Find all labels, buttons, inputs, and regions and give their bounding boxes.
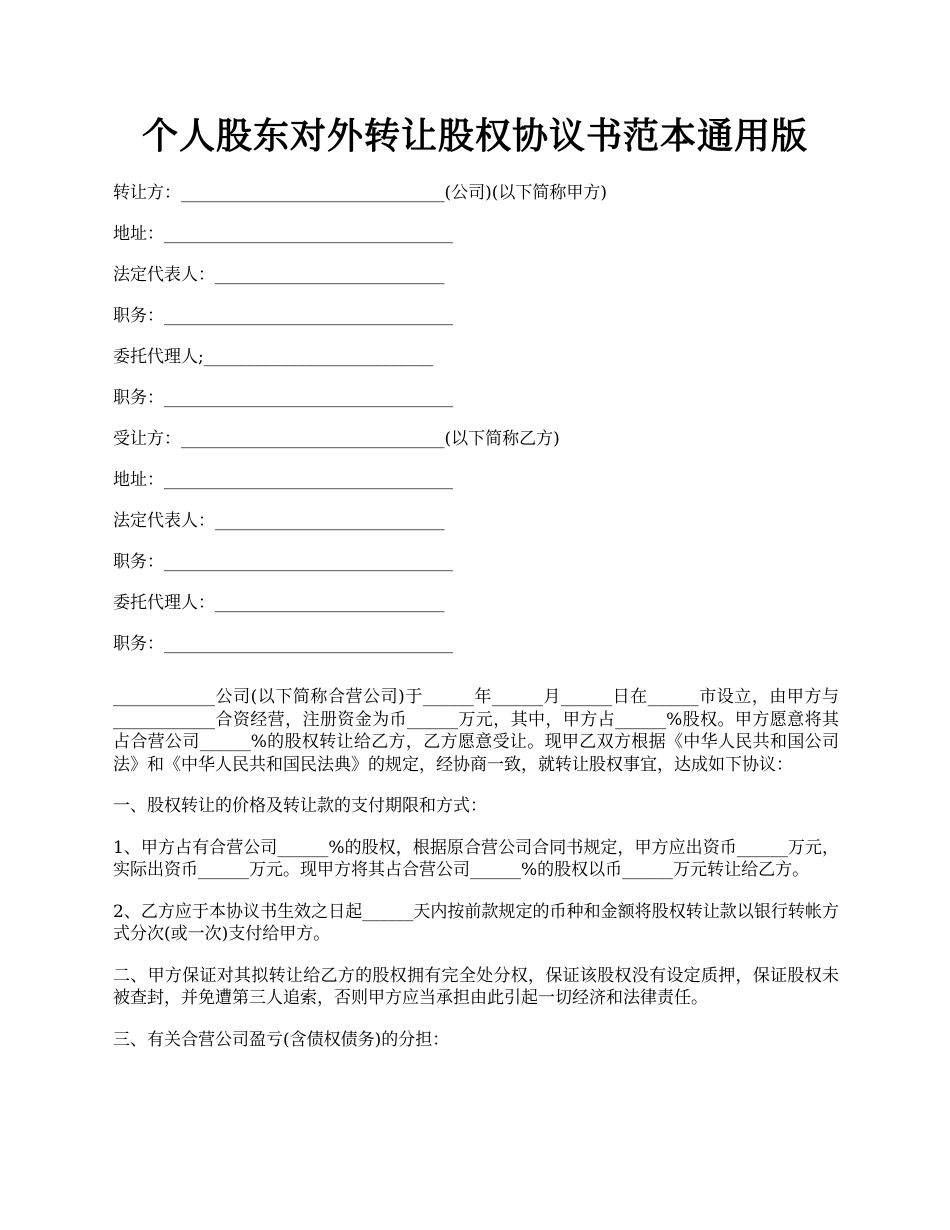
transferee-address-field: 地址：__________________________________ xyxy=(113,470,453,490)
clause-1-1-paragraph: 1、甲方占有合营公司______%的股权，根据原合营公司合同书规定，甲方应出资币______万元，实际出资币______万元。现甲方将其占合营公司______%的股权以币______万元转让给乙方。 xyxy=(113,837,839,880)
clause-1-2-paragraph: 2、乙方应于本协议书生效之日起______天内按前款规定的币种和金额将股权转让款以银行转帐方式分次(或一次)支付给甲方。 xyxy=(113,901,839,944)
section-2-paragraph: 二、甲方保证对其拟转让给乙方的股权拥有完全处分权，保证该股权没有设定质押，保证股权未被查封，并免遭第三人追索，否则甲方应当承担由此引起一切经济和法律责任。 xyxy=(113,965,839,1008)
section-1-heading: 一、股权转让的价格及转让款的支付期限和方式： xyxy=(113,796,487,816)
transferor-agent-position-field: 职务：__________________________________ xyxy=(113,388,453,408)
transferor-position-field: 职务：__________________________________ xyxy=(113,306,453,326)
transferor-agent-field: 委托代理人;___________________________ xyxy=(113,347,434,367)
transferee-agent-field: 委托代理人：___________________________ xyxy=(113,593,445,613)
document-body xyxy=(113,178,839,1051)
transferor-legal-rep-field: 法定代表人：___________________________ xyxy=(113,265,445,285)
transferee-agent-position-field: 职务：__________________________________ xyxy=(113,634,453,654)
transferee-position-field: 职务：__________________________________ xyxy=(113,552,453,572)
transferee-field: 受让方：_______________________________(以下简称乙方) xyxy=(113,429,560,449)
transferee-legal-rep-field: 法定代表人：___________________________ xyxy=(113,511,445,531)
transferor-address-field: 地址：__________________________________ xyxy=(113,224,453,244)
transferor-field: 转让方：_______________________________(公司)(以下简称甲方) xyxy=(113,183,608,203)
section-3-heading: 三、有关合营公司盈亏(含债权债务)的分担： xyxy=(113,1029,450,1050)
document-title: 个人股东对外转让股权协议书范本通用版 xyxy=(141,115,808,157)
preamble-paragraph: ____________公司(以下简称合营公司)于______年______月______日在______市设立，由甲方与____________合资经营，注册资金为币______万元，其中，甲方占______%股权。甲方愿意将其占合营公司______%的股权转让给乙方，乙方愿意受让。现甲乙双方根据《中华人民共和国公司法》和《中华人民共和国民法典》的规定，经协商一致，就转让股权事宜，达成如下协议： xyxy=(113,687,839,775)
